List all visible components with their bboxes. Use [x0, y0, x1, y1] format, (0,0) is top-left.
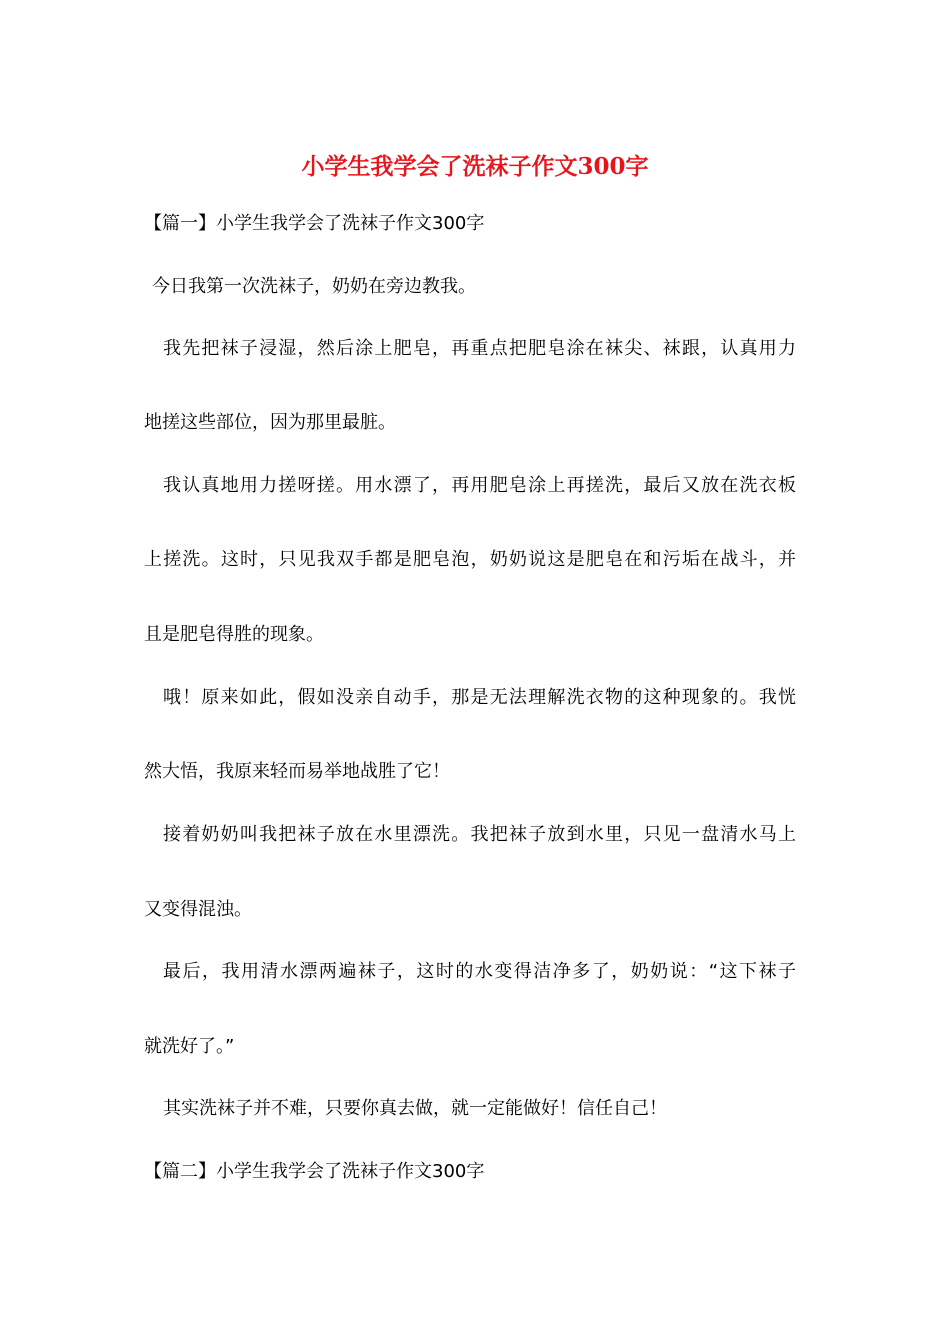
paragraph-line: 其实洗袜子并不难，只要你真去做，就一定能做好！信任自己！ [163, 1098, 667, 1119]
paragraph-line: 我先把袜子浸湿，然后涂上肥皂，再重点把肥皂涂在袜尖、袜跟，认真用力 [163, 338, 796, 359]
paragraph-line: 地搓这些部位，因为那里最脏。 [144, 412, 396, 433]
paragraph-line: 然大悟，我原来轻而易举地战胜了它！ [144, 761, 450, 782]
paragraph-line: 最后，我用清水漂两遍袜子，这时的水变得洁净多了，奶奶说：“这下袜子 [163, 961, 796, 982]
section-heading-1: 【篇一】小学生我学会了洗袜子作文300字 [144, 213, 485, 234]
paragraph-line: 上搓洗。这时，只见我双手都是肥皂泡，奶奶说这是肥皂在和污垢在战斗，并 [144, 549, 796, 570]
paragraph-line: 就洗好了。” [144, 1036, 235, 1057]
paragraph-line: 哦！原来如此，假如没亲自动手，那是无法理解洗衣物的这种现象的。我恍 [163, 687, 796, 708]
section-heading-2: 【篇二】小学生我学会了洗袜子作文300字 [144, 1161, 485, 1182]
paragraph-line: 又变得混浊。 [144, 899, 252, 920]
paragraph-line: 今日我第一次洗袜子，奶奶在旁边教我。 [152, 276, 476, 297]
paragraph-line: 且是肥皂得胜的现象。 [144, 624, 324, 645]
paragraph-line: 接着奶奶叫我把袜子放在水里漂洗。我把袜子放到水里，只见一盘清水马上 [163, 824, 796, 845]
paragraph-line: 我认真地用力搓呀搓。用水漂了，再用肥皂涂上再搓洗，最后又放在洗衣板 [163, 475, 796, 496]
document-title: 小学生我学会了洗袜子作文300字 [301, 153, 649, 180]
